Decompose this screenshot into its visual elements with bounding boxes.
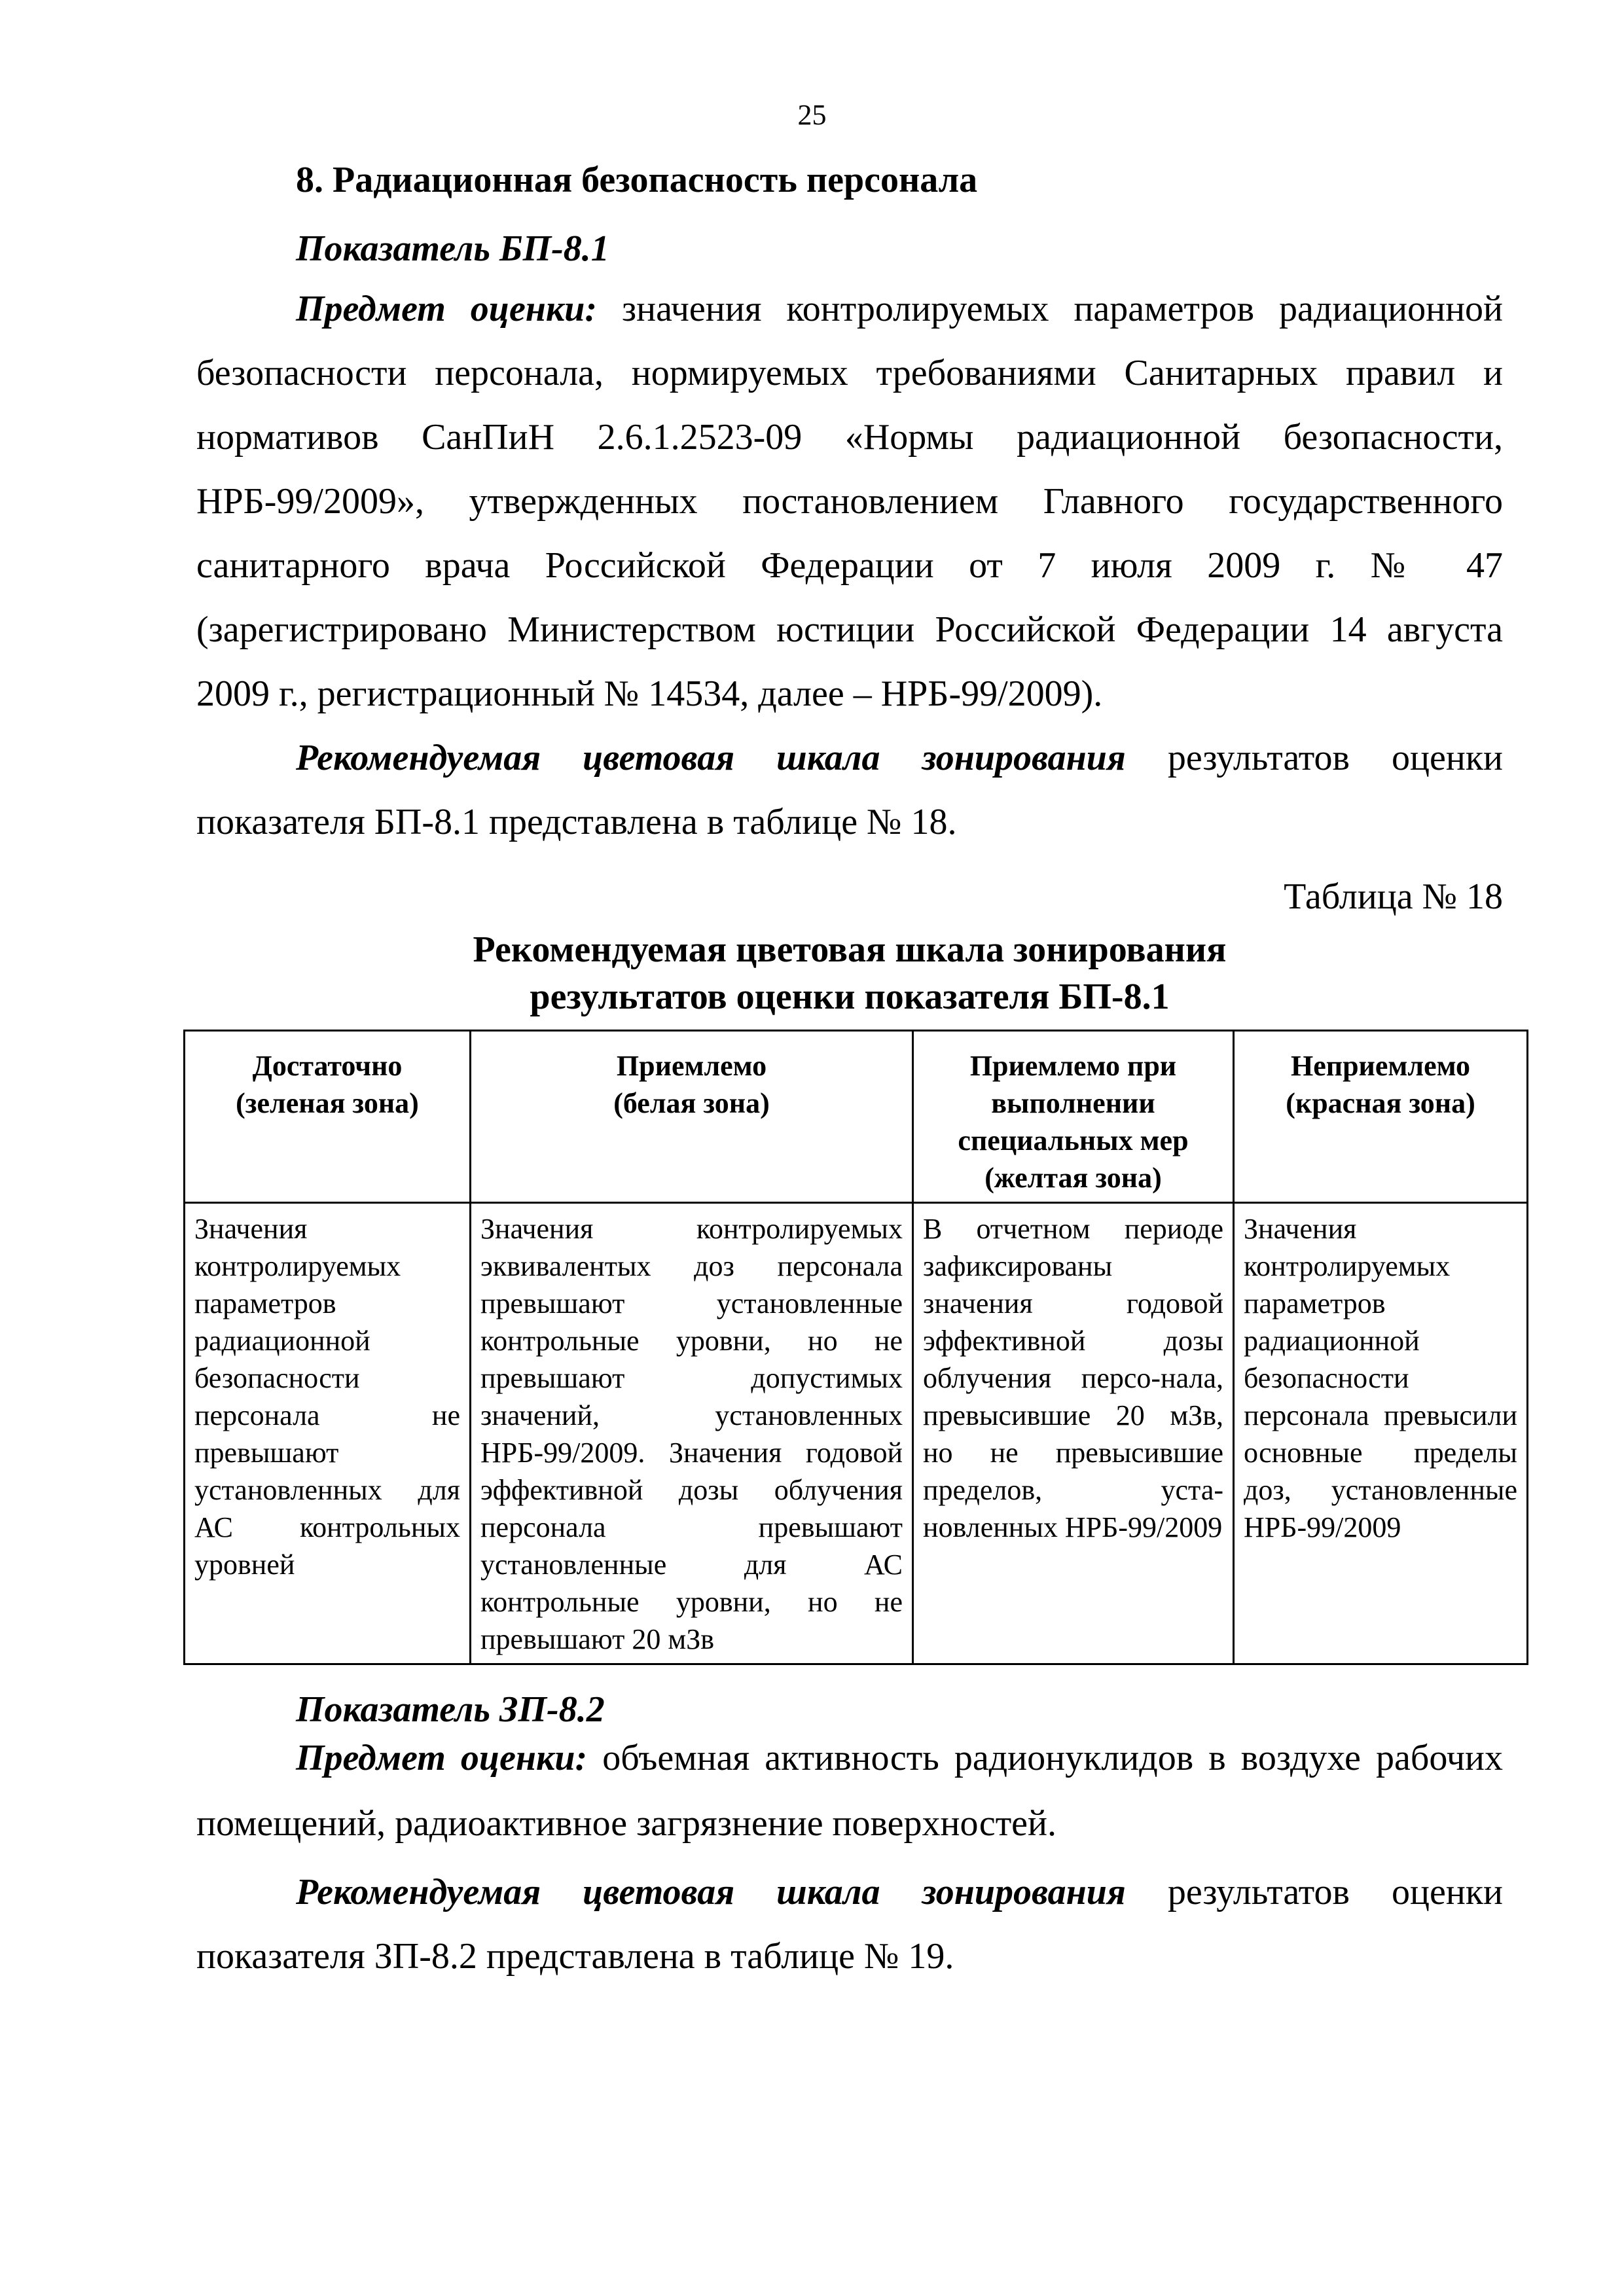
header-green-zone: Достаточно (зеленая зона): [185, 1031, 471, 1203]
section-heading: 8. Радиационная безопасность персонала: [296, 160, 978, 200]
zone-table: [183, 1030, 1528, 1665]
document-body: [194, 154, 1517, 1988]
header-yellow-zone: Приемлемо при выполнении специальных мер (желтая зона): [913, 1031, 1234, 1203]
scale-lead: Рекомендуемая цветовая шкала зонирования: [296, 738, 1126, 778]
subject-paragraph-zp-8-2: [196, 1725, 1503, 1856]
table-caption-line-2: результатов оценки показателя БП-8.1: [530, 977, 1170, 1017]
indicator-heading-bp-8-1: Показатель БП-8.1: [296, 228, 609, 269]
table-caption-line-1: Рекомендуемая цветовая шкала зонирования: [473, 929, 1227, 970]
scale-paragraph-zp-8-2: [196, 1860, 1503, 1988]
table-header-row: [185, 1031, 1528, 1203]
table-row: [185, 1203, 1528, 1664]
subject-lead: Предмет оценки:: [296, 289, 598, 329]
cell-white-zone: Значения контролируемых эквивалентых доз персонала превышают установленные контрольные уровни, но не превышают допустимых значений, установленных НРБ-99/2009. Значения годовой эффективной дозы облучения персонала превышают установленные для АС контрольные уровни, но не превышают 20 мЗв: [471, 1203, 913, 1664]
indicator-heading-zp-8-2: Показатель ЗП-8.2: [296, 1689, 605, 1730]
cell-green-zone: Значения контролируемых параметров радиационной безопасности персонала не превышают установленных для АС контрольных уровней: [185, 1203, 471, 1664]
subject-text: объемная активность радионуклидов в воздухе рабочих помещений, радиоактивное загрязнение поверхностей.: [196, 1738, 1504, 1844]
table-caption: [196, 926, 1503, 1020]
indicator-zp-8-2-block: [196, 1685, 1503, 1988]
scale-text: результатов оценки показателя БП-8.1 представлена в таблице № 18.: [196, 738, 1504, 842]
header-white-zone: Приемлемо (белая зона): [471, 1031, 913, 1203]
scale-paragraph-bp-8-1: [196, 726, 1503, 854]
table-label: Таблица № 18: [1284, 876, 1503, 917]
page-number: 25: [797, 99, 827, 131]
header-red-zone: Неприемлемо (красная зона): [1234, 1031, 1528, 1203]
subject-text: значения контролируемых параметров радиационной безопасности персонала, нормируемых требованиями Санитарных правил и нормативов СанПиН 2.6.1.2523-09 «Нормы радиационной безопасности, НРБ-99/2009», утвержденных постановлением Главного государственного санитарного врача Российской Федерации от 7 июля 2009 г. № 47 (зарегистрировано Министерством юстиции Российской Федерации 14 августа 2009 г., регистрационный № 14534, далее – НРБ-99/2009).: [196, 289, 1504, 714]
scale-lead: Рекомендуемая цветовая шкала зонирования: [296, 1872, 1126, 1912]
cell-red-zone: Значения контролируемых параметров радиационной безопасности персонала превысили основные пределы доз, установленные НРБ-99/2009: [1234, 1203, 1528, 1664]
subject-lead: Предмет оценки:: [296, 1738, 588, 1778]
cell-yellow-zone: В отчетном периоде зафиксированы значения годовой эффективной дозы облучения персо-нала, превысившие 20 мЗв, но не превысившие пределов, уста-новленных НРБ-99/2009: [913, 1203, 1234, 1664]
scale-text: результатов оценки показателя ЗП-8.2 представлена в таблице № 19.: [196, 1872, 1504, 1977]
subject-paragraph-bp-8-1: [196, 277, 1503, 726]
